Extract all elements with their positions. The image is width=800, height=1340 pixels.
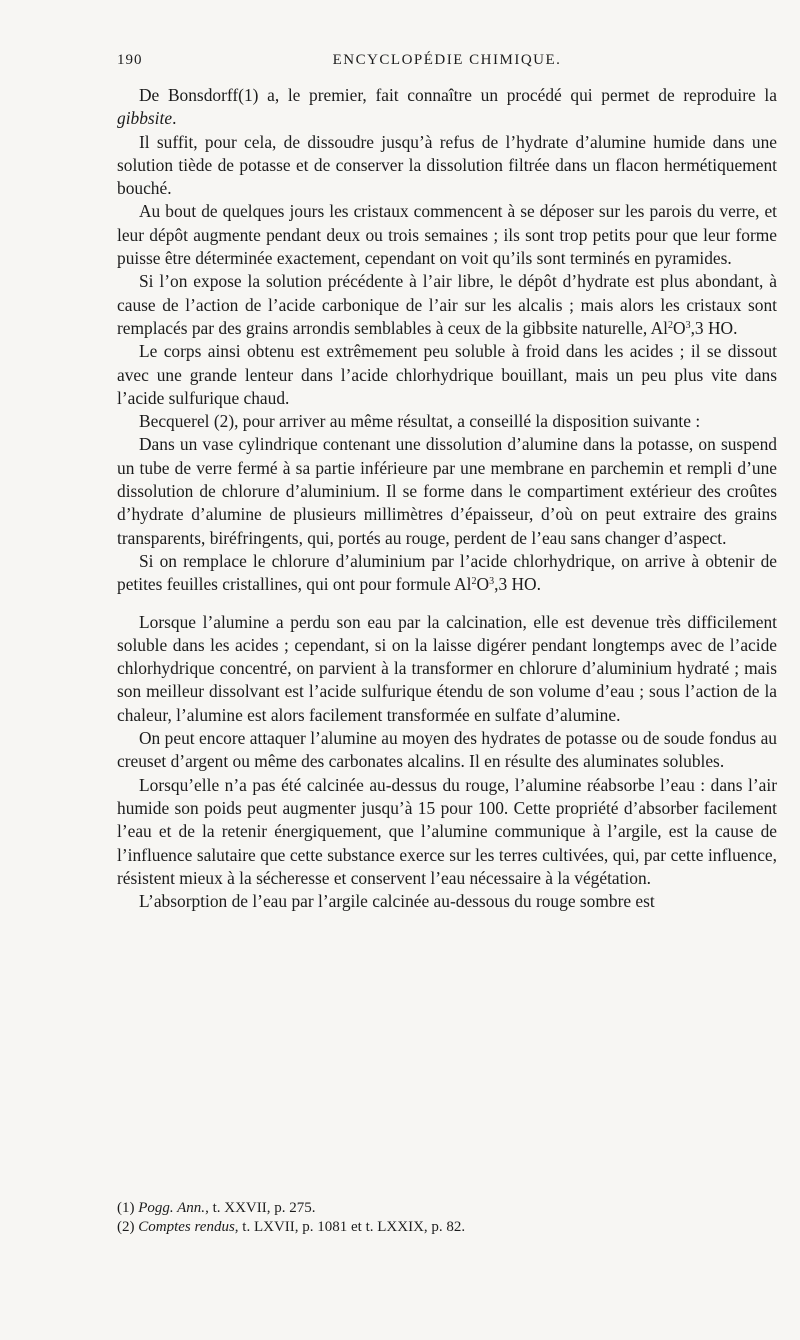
paragraph: Lorsqu’elle n’a pas été calcinée au-dessus du rouge, l’alumine réabsorbe l’eau : dans l’air humide son poids peut augmenter jusqu’à 15 pour 100. Cette propriété d’absorber facilement l’eau et de la retenir énergiquement, que l’alumine communique à l’argile, est la cause de l’influence salutaire que cette substance exerce sur les terres cultivées, qui, par cette influence, résistent mieux à la sécheresse et conservent l’eau nécessaire à la végétation.: [117, 774, 777, 888]
paragraph: Si l’on expose la solution précédente à l’air libre, le dépôt d’hydrate est plus abondant, à cause de l’action de l’acide carbonique de l’air sur les alcalis ; mais alors les cristaux sont remplacés par des grains arrondis semblables à ceux de la gibbsite naturelle, $Al^2O^3,3$ HO.: [117, 271, 777, 338]
paragraph: L’absorption de l’eau par l’argile calcinée au-dessous du rouge sombre est: [139, 891, 655, 912]
paragraph: Becquerel (2), pour arriver au même résultat, a conseillé la disposition suivante :: [139, 411, 701, 432]
page-number: 190: [117, 52, 143, 68]
paragraph: Le corps ainsi obtenu est extrêmement peu soluble à froid dans les acides ; il se dissout avec une grande lenteur dans l’acide chlorhydrique bouillant, mais un peu plus vite dans l’acide sulfurique chaud.: [117, 341, 777, 408]
emphasis: gibbsite: [117, 108, 173, 129]
chemical-formula: $Al^2O^3,3$ HO.: [454, 574, 541, 595]
paragraph: Lorsque l’alumine a perdu son eau par la calcination, elle est devenue très difficilement soluble dans les acides ; cependant, si on la laisse digérer pendant longtemps avec de l’acide chlorhydrique concentré, on parvient à la transformer en chlorure d’aluminium hydraté ; mais son meilleur dissolvant est l’acide sulfurique étendu de son volume d’eau ; sous l’action de la chaleur, l’alumine est alors facilement transformée en sulfate d’alumine.: [117, 611, 777, 725]
chemical-formula: $Al^2O^3,3$ HO.: [650, 317, 738, 338]
footnotes: [117, 1199, 777, 1237]
paragraph: Dans un vase cylindrique contenant une dissolution d’alumine dans la potasse, on suspend un tube de verre fermé à sa partie inférieure par une membrane en parchemin et rempli d’une dissolution de chlorure d’aluminium. Il se forme dans le compartiment extérieur des croûtes d’hydrate d’alumine de plusieurs millimètres d’épaisseur, d’où on peut extraire des grains transparents, biréfringents, qui, portés au rouge, perdent de l’eau sans changer d’aspect.: [117, 434, 777, 548]
running-header: [117, 52, 777, 78]
running-title: ENCYCLOPÉDIE CHIMIQUE.: [332, 52, 562, 68]
main-text: [117, 84, 777, 913]
footnote: (2) Comptes rendus, t. LXVII, p. 1081 et t. LXXIX, p. 82.: [117, 1219, 466, 1235]
paragraph: Si on remplace le chlorure d’aluminium par l’acide chlorhydrique, on arrive à obtenir de petites feuilles cristallines, qui ont pour formule $Al^2O^3,3$ HO.: [117, 550, 777, 595]
paragraph: On peut encore attaquer l’alumine au moyen des hydrates de potasse ou de soude fondus au creuset d’argent ou même des carbonates alcalins. Il en résulte des aluminates solubles.: [117, 728, 777, 772]
paragraph: Il suffit, pour cela, de dissoudre jusqu’à refus de l’hydrate d’alumine humide dans une solution tiède de potasse et de conserver la dissolution filtrée dans un flacon hermétiquement bouché.: [117, 131, 777, 199]
paragraph: De Bonsdorff(1) a, le premier, fait connaître un procédé qui permet de reproduire la gibbsite.: [117, 85, 777, 129]
paragraph: Au bout de quelques jours les cristaux commencent à se déposer sur les parois du verre, et leur dépôt augmente pendant deux ou trois semaines ; ils sont trop petits pour que leur forme puisse être déterminée exactement, cependant on voit qu’ils sont terminés en pyramides.: [117, 201, 777, 269]
footnote: (1) Pogg. Ann., t. XXVII, p. 275.: [117, 1200, 316, 1216]
